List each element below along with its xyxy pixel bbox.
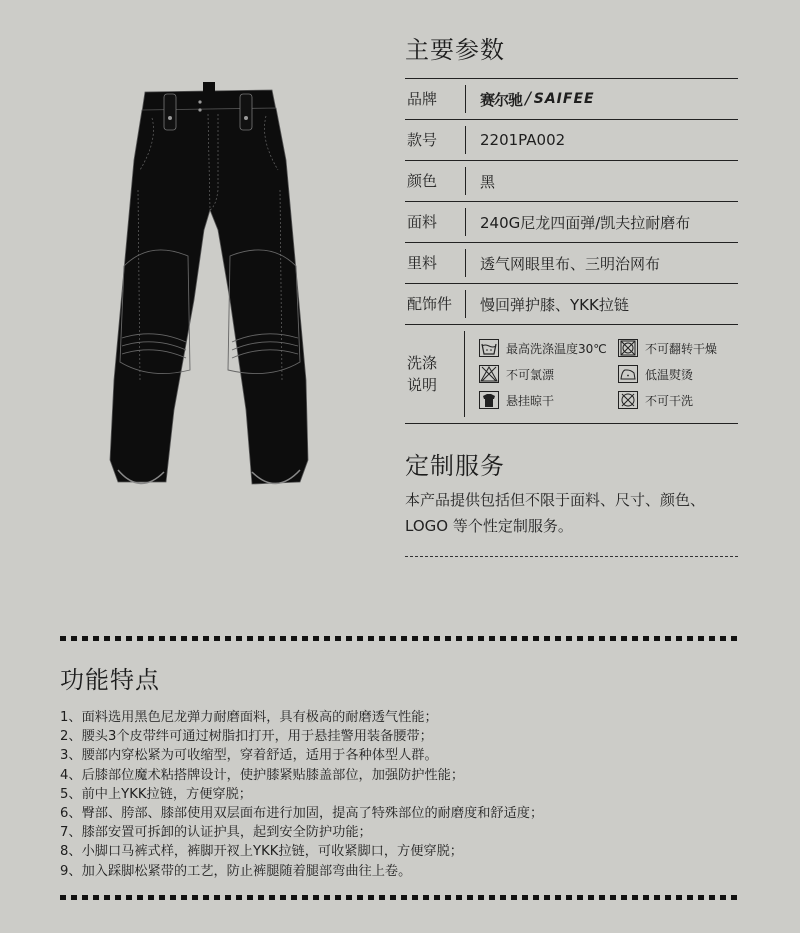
spec-row-fabric xyxy=(405,201,738,242)
spec-label: 配饰件 xyxy=(407,295,453,313)
list-item: 7、膝部安置可拆卸的认证护具，起到安全防护功能； xyxy=(60,825,372,841)
list-item: 1、面料选用黑色尼龙弹力耐磨面料，具有极高的耐磨透气性能； xyxy=(60,710,438,725)
care-item: 最高洗涤温度30℃ xyxy=(479,339,614,357)
list-item: 9、加入踩脚松紧带的工艺，防止裤腿随着腿部弯曲往上卷。 xyxy=(60,863,412,879)
list-item: 6、臀部、胯部、膝部使用双层面布进行加固，提高了特殊部位的耐磨度和舒适度； xyxy=(60,806,544,822)
no-dry-clean-icon xyxy=(618,391,638,409)
spec-label: 颜色 xyxy=(407,172,438,190)
list-item: 4、后膝部位魔术粘搭牌设计，使护膝紧贴膝盖部位，加强防护性能； xyxy=(60,767,465,783)
brand-name-cn: 赛尔驰 xyxy=(480,90,523,109)
list-item: 3、腰部内穿松紧为可收缩型，穿着舒适，适用于各种体型人群。 xyxy=(60,748,438,764)
specs-title: 主要参数 xyxy=(405,36,505,64)
list-item: 8、小脚口马裤式样，裤脚开衩上YKK拉链，可收紧脚口，方便穿脱； xyxy=(60,844,463,860)
spec-value: 2201PA002 xyxy=(480,131,566,149)
brand-logo xyxy=(480,89,595,110)
spec-value: 黑 xyxy=(480,172,496,191)
spec-row-brand xyxy=(405,78,738,119)
features-list xyxy=(60,708,760,881)
spec-label: 款号 xyxy=(407,131,438,149)
spec-label: 面料 xyxy=(407,213,438,231)
care-item: 低温熨烫 xyxy=(618,365,738,383)
spec-value: 240G尼龙四面弹/凯夫拉耐磨布 xyxy=(480,213,691,232)
low-iron-icon xyxy=(618,365,638,383)
no-tumble-dry-icon xyxy=(618,339,638,357)
product-image-pants xyxy=(100,80,315,490)
spec-row-accessories xyxy=(405,283,738,324)
care-item: 不可翻转干燥 xyxy=(618,339,738,357)
divider-dotted xyxy=(60,636,740,641)
spec-label: 里料 xyxy=(407,254,438,272)
spec-row-lining xyxy=(405,242,738,283)
divider-dotted xyxy=(60,895,740,900)
spec-label: 品牌 xyxy=(407,90,438,108)
divider xyxy=(405,556,738,557)
brand-name-en: SAIFEE xyxy=(533,91,595,107)
spec-value: 透气网眼里布、三明治网布 xyxy=(480,254,661,273)
care-item: 不可氯漂 xyxy=(479,365,614,383)
brand-separator: / xyxy=(525,89,531,109)
care-item: 悬挂晾干 xyxy=(479,391,614,409)
service-title: 定制服务 xyxy=(405,452,505,480)
list-item: 2、腰头3个皮带绊可通过树脂扣打开，用于悬挂警用装备腰带； xyxy=(60,729,433,745)
features-title: 功能特点 xyxy=(60,666,160,694)
spec-row-model xyxy=(405,119,738,160)
service-description: 本产品提供包括但不限于面料、尺寸、颜色、 LOGO 等个性定制服务。 xyxy=(405,491,706,535)
spec-value: 慢回弹护膝、YKK拉链 xyxy=(480,295,629,314)
list-item: 5、前中上YKK拉链，方便穿脱； xyxy=(60,786,252,802)
no-bleach-icon xyxy=(479,365,499,383)
spec-row-color xyxy=(405,160,738,201)
care-label: 洗涤 说明 xyxy=(407,354,438,394)
hang-dry-icon xyxy=(479,391,499,409)
care-instructions xyxy=(479,339,738,409)
wash-30-icon xyxy=(479,339,499,357)
spec-table xyxy=(405,78,738,424)
spec-row-care xyxy=(405,324,738,424)
care-item: 不可干洗 xyxy=(618,391,738,409)
